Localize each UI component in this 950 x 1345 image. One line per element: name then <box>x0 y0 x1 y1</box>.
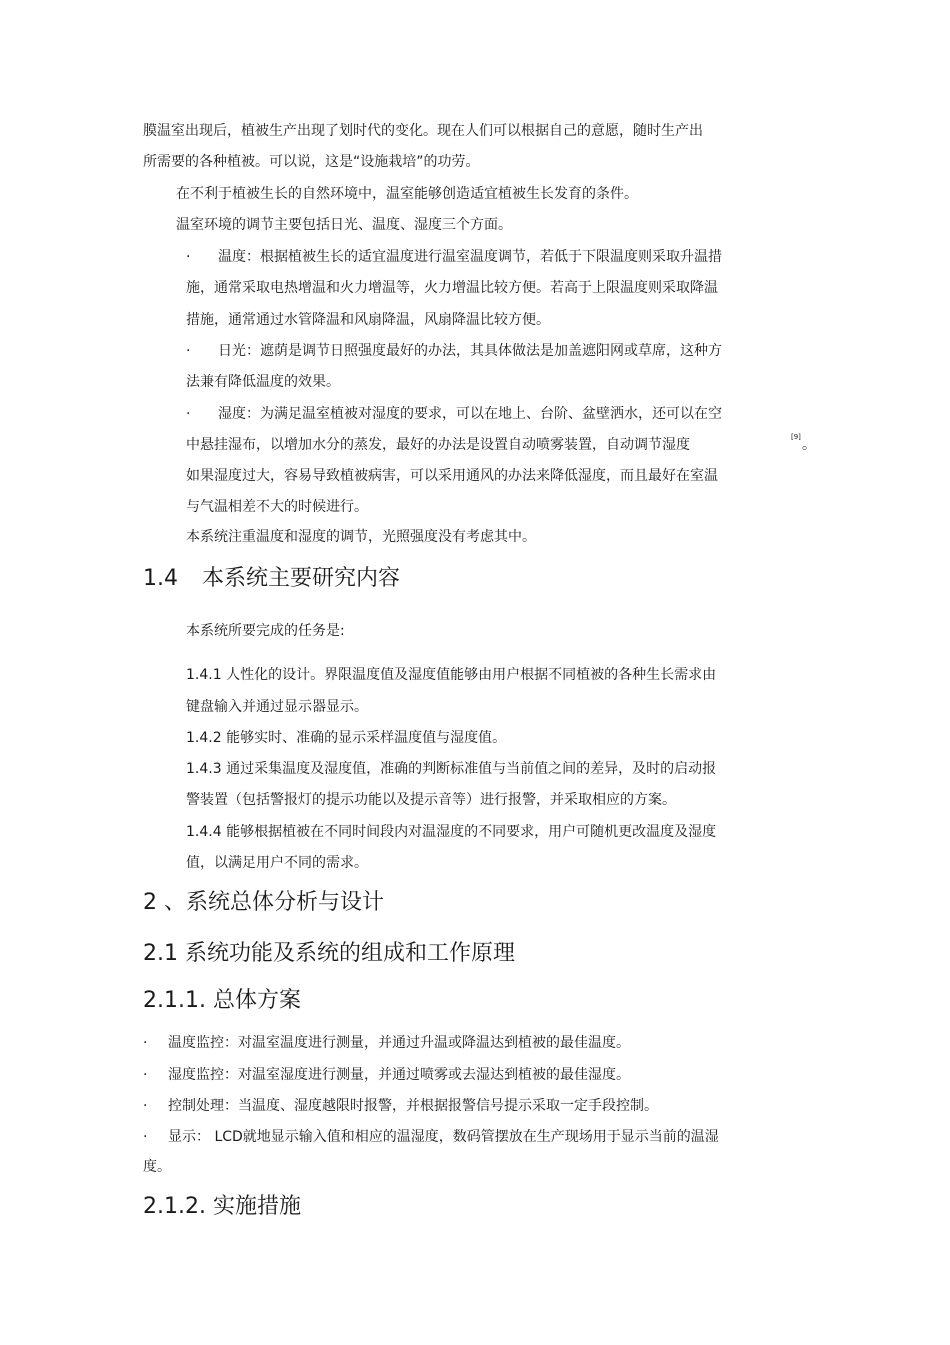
section-heading-2: 2 、系统总体分析与设计 <box>143 890 384 915</box>
temperature-bullet-line: 温度：根据植被生长的适宜温度进行温室温度调节，若低于下限温度则采取升温措 <box>218 249 722 265</box>
plan-bullet-line: 显示： LCD就地显示输入值和相应的温湿度，数码管摆放在生产现场用于显示当前的温湿 <box>168 1129 719 1145</box>
paragraph-line: 所需要的各种植被。可以说，这是“设施栽培”的功劳。 <box>143 154 480 170</box>
paragraph-line: 温室环境的调节主要包括日光、温度、湿度三个方面。 <box>176 217 512 233</box>
plan-bullet-line: 控制处理：当温度、湿度越限时报警，并根据报警信号提示采取一定手段控制。 <box>168 1098 658 1114</box>
paragraph-line: 本系统注重温度和湿度的调节，光照强度没有考虑其中。 <box>186 529 536 545</box>
bullet-marker: · <box>186 406 191 422</box>
section-heading-2-1-1: 2.1.1. 总体方案 <box>143 988 301 1013</box>
task-line: 值，以满足用户不同的需求。 <box>186 855 368 871</box>
section-heading-2-1: 2.1 系统功能及系统的组成和工作原理 <box>143 941 515 966</box>
task-line: 1.4.4 能够根据植被在不同时间段内对温湿度的不同要求，用户可随机更改温度及湿度 <box>186 824 717 840</box>
humidity-bullet-line: 湿度：为满足温室植被对湿度的要求，可以在地上、台阶、盆壁洒水，还可以在空 <box>218 406 722 422</box>
sentence-end: 。 <box>802 437 816 453</box>
bullet-marker: · <box>143 1035 148 1051</box>
task-line: 1.4.2 能够实时、准确的显示采样温度值与湿度值。 <box>186 730 507 746</box>
temperature-bullet-line: 措施，通常通过水管降温和风扇降温，风扇降温比较方便。 <box>186 312 550 328</box>
bullet-marker: · <box>143 1098 148 1114</box>
bullet-marker: · <box>186 249 191 265</box>
temperature-bullet-line: 施，通常采取电热增温和火力增温等，火力增温比较方便。若高于上限温度则采取降温 <box>186 280 718 296</box>
bullet-marker: · <box>143 1129 148 1145</box>
bullet-marker: · <box>143 1067 148 1083</box>
humidity-bullet-line: 与气温相差不大的时候进行。 <box>186 499 368 515</box>
section-heading-2-1-2: 2.1.2. 实施措施 <box>143 1194 301 1219</box>
sunlight-bullet-line: 法兼有降低温度的效果。 <box>186 374 340 390</box>
citation-reference: [9] <box>791 433 801 441</box>
humidity-bullet-line: 如果湿度过大，容易导致植被病害，可以采用通风的办法来降低湿度，而且最好在室温 <box>186 468 718 484</box>
task-line: 键盘输入并通过显示器显示。 <box>186 699 368 715</box>
task-line: 1.4.3 通过采集温度及湿度值，准确的判断标准值与当前值之间的差异，及时的启动报 <box>186 761 717 777</box>
task-line: 警装置（包括警报灯的提示功能以及提示音等）进行报警，并采取相应的方案。 <box>186 792 676 808</box>
plan-bullet-line: 温度监控：对温室温度进行测量，并通过升温或降温达到植被的最佳温度。 <box>168 1035 630 1051</box>
bullet-marker: · <box>186 343 191 359</box>
sunlight-bullet-line: 日光：遮荫是调节日照强度最好的办法，其具体做法是加盖遮阳网或草席，这种方 <box>218 343 722 359</box>
humidity-bullet-line: 中悬挂湿布，以增加水分的蒸发，最好的办法是设置自动喷雾装置，自动调节湿度 <box>186 437 690 453</box>
plan-bullet-line: 湿度监控：对温室湿度进行测量，并通过喷雾或去湿达到植被的最佳湿度。 <box>168 1067 630 1083</box>
section-heading-1-4 <box>143 564 400 594</box>
task-intro: 本系统所要完成的任务是: <box>186 623 345 639</box>
section-title: 本系统主要研究内容 <box>202 566 401 591</box>
section-number: 1.4 <box>143 566 178 591</box>
plan-bullet-line: 度。 <box>143 1159 171 1175</box>
paragraph-line: 在不利于植被生长的自然环境中，温室能够创造适宜植被生长发育的条件。 <box>176 186 638 202</box>
paragraph-line: 膜温室出现后，植被生产出现了划时代的变化。现在人们可以根据自己的意愿，随时生产出 <box>143 123 703 139</box>
task-line: 1.4.1 人性化的设计。界限温度值及湿度值能够由用户根据不同植被的各种生长需求由 <box>186 667 717 683</box>
